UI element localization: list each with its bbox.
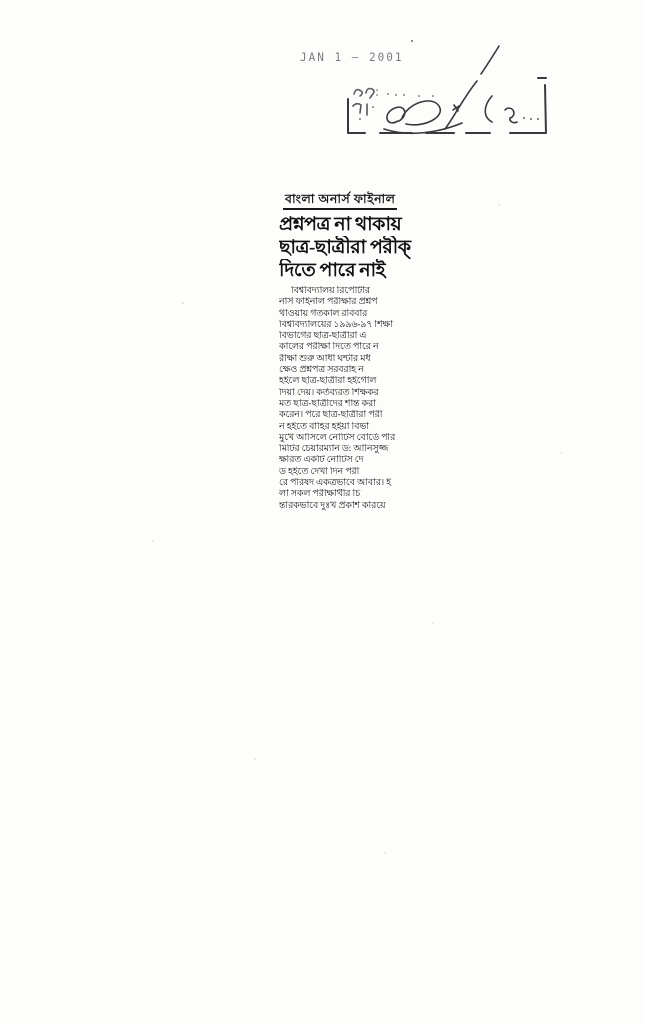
body-line: ন হইতে বাহির হইয়া বিভা bbox=[279, 421, 369, 432]
headline-line: দিতে পারে নাই bbox=[279, 260, 386, 281]
body-line: রে পরিষদ একত্রভাবে আবার। ই bbox=[279, 478, 391, 489]
ink-dot bbox=[411, 40, 413, 42]
scribble-loops bbox=[384, 101, 462, 133]
article-body bbox=[279, 286, 412, 512]
body-line: ক্ষেও প্রশ্নপত্র সরবরাহ ন bbox=[279, 365, 364, 376]
kicker-label: বাংলা অনার্স ফাইনাল bbox=[283, 192, 397, 210]
handwritten-annotation bbox=[340, 35, 555, 140]
date-stamp: JAN 1 — 2001 bbox=[300, 50, 404, 65]
news-clipping bbox=[279, 190, 412, 512]
body-line: বিশ্ববিদ্যালয়ের ১৯৯৬-৯৭ শিক্ষা bbox=[279, 319, 393, 330]
body-line: মিটির চেয়ারম্যান ড: আনিসুজ্জ bbox=[279, 444, 389, 455]
body-line: ন্তরিকভাবে দুঃখ প্রকাশ করিয়ে bbox=[279, 500, 386, 511]
handwritten-word-row2 bbox=[353, 104, 374, 120]
body-line: দিয়া দেয়। কর্তব্যরত শিক্ষকর bbox=[279, 387, 379, 398]
headline bbox=[279, 213, 412, 282]
body-line: কালের পরীক্ষা দিতে পারে ন bbox=[279, 342, 379, 353]
body-line: হইলে ছাত্র-ছাত্রীরা হইগোল bbox=[279, 376, 377, 387]
body-line: করেন। পরে ছাত্র-ছাত্রীরা পরী bbox=[279, 410, 383, 421]
body-line: রীক্ষা শুরু আধা ঘন্টার মধ bbox=[279, 353, 371, 364]
handwritten-word-row1 bbox=[354, 89, 434, 99]
body-line: ক্ষরিত একটি নোটিস দে bbox=[279, 455, 364, 466]
stamp-box-outline bbox=[348, 78, 546, 133]
body-line: মুখে আসিলে নোটিস বোর্ডে পরি bbox=[279, 432, 396, 443]
body-line: ড হইতে দেখা দিন পরী bbox=[279, 466, 360, 477]
body-line: মত ছাত্র-ছাত্রীদের শান্ত করা bbox=[279, 398, 376, 409]
signature-loop bbox=[485, 96, 539, 123]
body-line: নার্স ফাইনাল পরীক্ষার প্রশ্নপ bbox=[279, 297, 378, 308]
body-line: লা সকল পরীক্ষার্থীর চি bbox=[279, 489, 361, 500]
body-line: বিশ্ববিদ্যালয় রিপোর্টার bbox=[291, 286, 370, 296]
body-line: বিভাগের ছাত্র-ছাত্রীরা এ bbox=[279, 331, 367, 342]
headline-line: প্রশ্নপত্র না থাকায় bbox=[279, 214, 402, 235]
body-line: থাওয়ায় গতকাল রবিবার bbox=[279, 308, 368, 319]
scan-noise-speckles bbox=[0, 0, 2, 2]
headline-line: ছাত্র-ছাত্রীরা পরীক্ bbox=[279, 237, 411, 258]
signature-stroke bbox=[445, 46, 499, 129]
